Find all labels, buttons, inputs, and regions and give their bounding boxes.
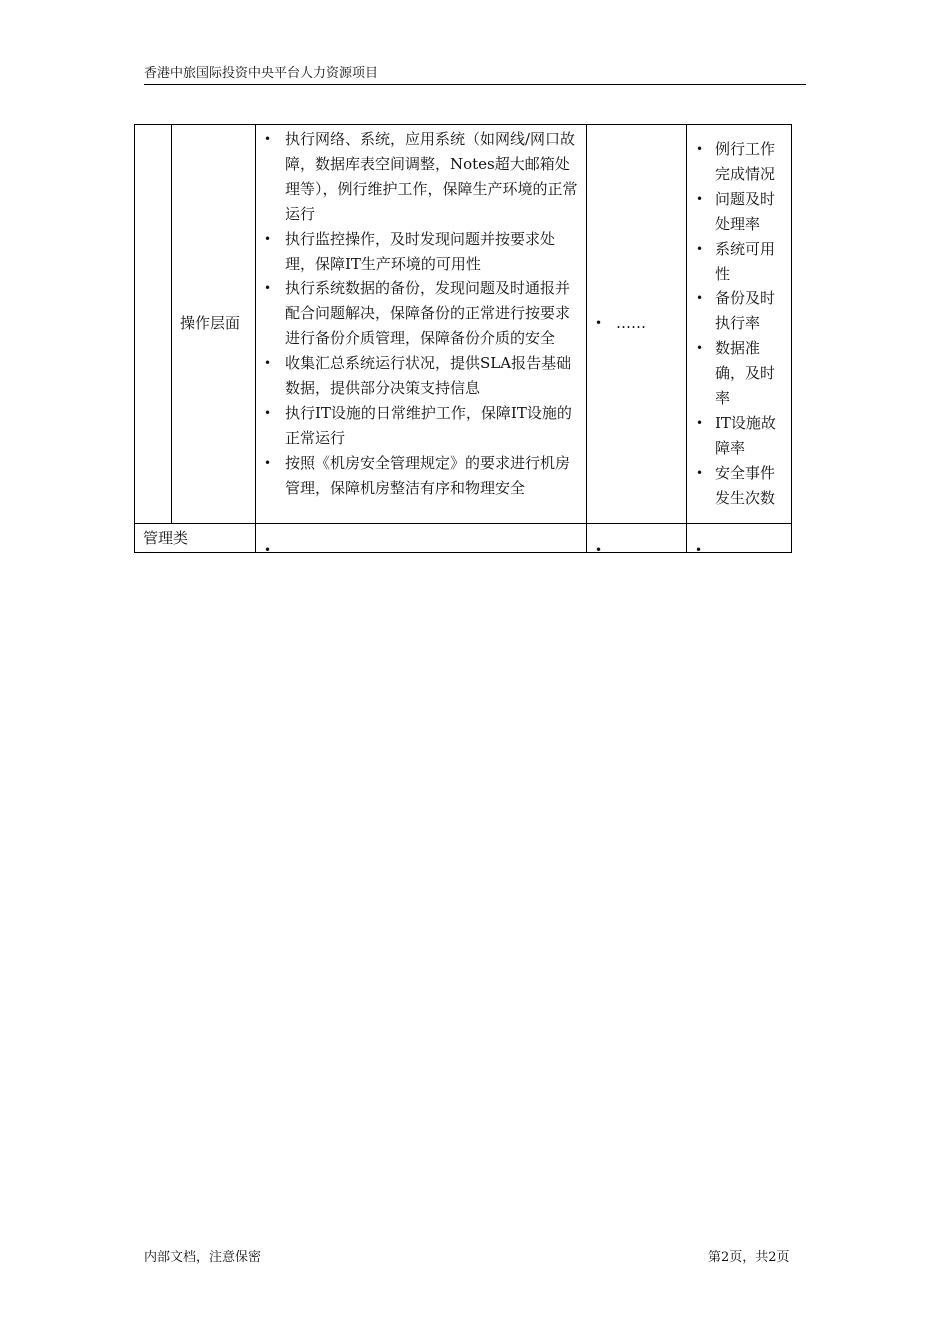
list-item: • 问题及时处理率	[687, 187, 787, 237]
empty-indicator-cell	[687, 523, 792, 552]
ellipsis-cell	[587, 125, 687, 524]
list-item: • 按照《机房安全管理规定》的要求进行机房管理，保障机房整洁有序和物理安全	[256, 451, 580, 501]
list-item: • 数据准确，及时率	[687, 336, 787, 411]
footer-confidential: 内部文档，注意保密	[144, 1250, 262, 1265]
list-item: • 收集汇总系统运行状况，提供SLA报告基础数据，提供部分决策支持信息	[256, 351, 580, 401]
table-row-management	[135, 523, 792, 552]
layer-label: 操作层面	[180, 314, 241, 333]
list-item: • 执行网络、系统，应用系统（如网线/网口故障，数据库表空间调整，Notes超大邮箱处理等），例行维护工作，保障生产环境的正常运行	[256, 127, 580, 227]
page-header	[144, 64, 806, 85]
blank-cell	[135, 125, 172, 524]
category-cell	[135, 523, 256, 552]
table-row-operation	[135, 125, 792, 524]
list-item: • 系统可用性	[687, 237, 787, 287]
list-item: • 执行监控操作，及时发现问题并按要求处理，保障IT生产环境的可用性	[256, 227, 580, 277]
category-label: 管理类	[143, 528, 189, 547]
description-cell	[256, 125, 587, 524]
list-item: • 执行IT设施的日常维护工作，保障IT设施的正常运行	[256, 401, 580, 451]
empty-ellipsis-cell	[587, 523, 687, 552]
list-item: • 例行工作完成情况	[687, 137, 787, 187]
layer-cell	[172, 125, 256, 524]
list-item: • ……	[587, 311, 686, 336]
ellipsis-list	[587, 311, 686, 336]
list-item: • 执行系统数据的备份，发现问题及时通报并配合问题解决，保障备份的正常进行按要求进行备份介质管理，保障备份介质的安全	[256, 276, 580, 351]
list-item: • 备份及时执行率	[687, 286, 787, 336]
list-item: • 安全事件发生次数	[687, 461, 787, 511]
description-list	[256, 127, 580, 501]
indicator-cell	[687, 125, 792, 524]
responsibility-table	[134, 124, 792, 553]
empty-description-cell	[256, 523, 587, 552]
indicator-list	[687, 137, 787, 511]
list-item: • IT设施故障率	[687, 411, 787, 461]
header-title: 香港中旅国际投资中央平台人力资源项目	[144, 66, 379, 81]
footer-page-number: 第2页，共2页	[708, 1250, 790, 1265]
